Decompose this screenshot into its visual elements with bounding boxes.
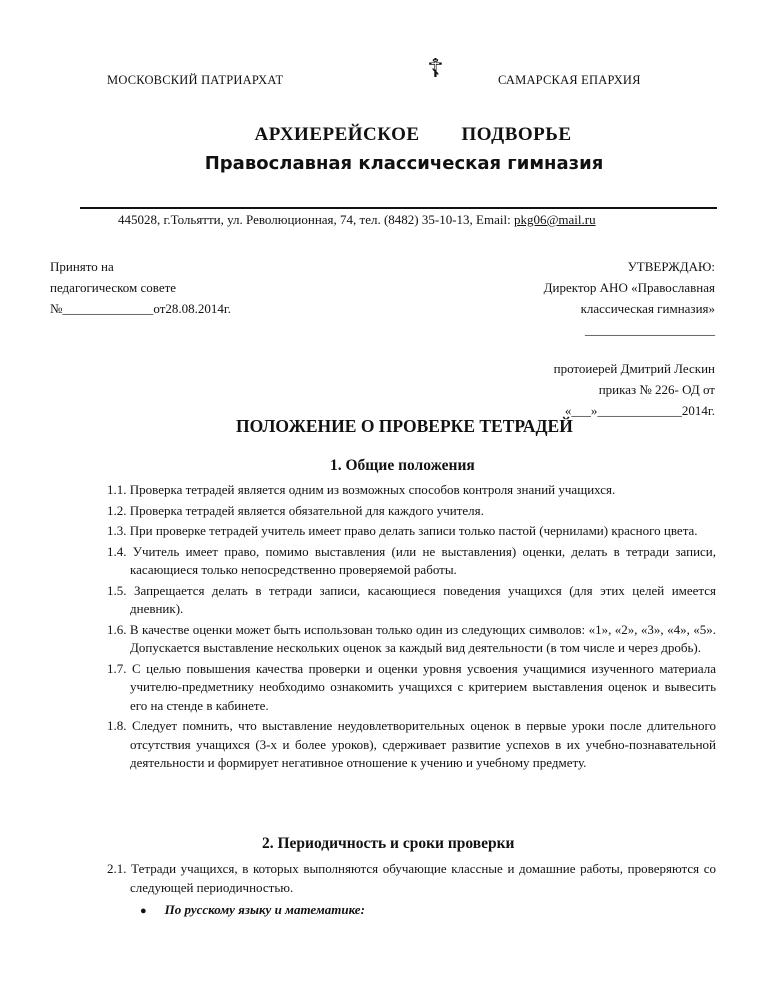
section-1-list (107, 481, 716, 775)
item-text: При проверке тетрадей учитель имеет право делать записи только пастой (чернилами) красного цвета. (129, 523, 698, 538)
approved-signature-line: ____________________ (585, 322, 715, 337)
bullet-item (140, 901, 365, 919)
accepted-line-2: педагогическом совете (50, 280, 177, 295)
item-text: Учитель имеет право, помимо выставления (или не выставления) оценки, делать в тетради записи, касающиеся только непосредственно проверяемой работы. (130, 543, 716, 577)
item-text: Следует помнить, что выставление неудовлетворительных оценок в первые уроки после длительного отсутствия учащихся (3-х и более уроков), сдерживает развитие успехов в их учебно-познавательной деятельности и формирует негативное отношение к учению и учебному предмету. (130, 718, 717, 770)
list-item (107, 481, 716, 500)
email-link[interactable]: pkg06@mail.ru (513, 212, 596, 227)
bullet-text: По русскому языку и математике: (164, 902, 365, 917)
section-2-list (107, 860, 716, 897)
list-item (107, 621, 716, 658)
list-item (107, 502, 716, 521)
address-text: 445028, г.Тольятти, ул. Революционная, 74, тел. (8482) 35-10-13, Email: (118, 212, 514, 227)
approved-line-5: протоиерей Дмитрий Лескин (553, 361, 715, 376)
accepted-block (50, 256, 231, 319)
item-text: Проверка тетрадей является обязательной для каждого учителя. (129, 502, 484, 518)
item-text: С целью повышения качества проверки и оценки уровня усвоения учащимися изученного материала учителю-предметнику необходимо ознакомить учащихся с критерием выставления оценок и вывесить его на стенде в кабинете. (130, 660, 717, 713)
list-item (107, 522, 716, 541)
accepted-line-3: №______________от28.08.2014г. (50, 301, 232, 316)
item-text: Запрещается делать в тетради записи, касающиеся поведения учащихся (для этих целей имеется дневник). (130, 582, 717, 616)
list-item (107, 660, 716, 716)
approved-line-3: классическая гимназия» (580, 301, 715, 316)
approved-line-7: «___»_____________2014г. (564, 403, 715, 418)
item-number: 1.2. (107, 502, 127, 518)
item-number: 1.8. (107, 718, 127, 733)
header-divider (80, 207, 717, 209)
item-number: 1.3. (107, 523, 127, 538)
approved-line-6: приказ № 226- ОД от (598, 382, 715, 397)
header-right: САМАРСКАЯ ЕПАРХИЯ (498, 73, 641, 87)
item-number: 1.1. (107, 482, 127, 497)
header-address (118, 212, 596, 228)
orthodox-cross-icon: ☦ (427, 54, 444, 83)
list-item (107, 717, 716, 773)
header-title-1: АРХИЕРЕЙСКОЕ ПОДВОРЬЕ (254, 124, 572, 145)
accepted-line-1: Принято на (50, 259, 114, 274)
bullet-dot-icon: ● (140, 905, 147, 917)
item-number: 1.7. (107, 660, 127, 676)
approved-block (415, 256, 715, 421)
item-text: В качестве оценки может быть использован только один из следующих символов: «1», «2», «3», «4», «5». Допускается выставление нескольких оценок за каждый вид деятельности (в том числе и через дробь). (129, 621, 717, 655)
header-title-2: Православная классическая гимназия (204, 153, 604, 174)
item-number: 2.1. (107, 861, 127, 876)
list-item (107, 543, 716, 580)
document-title: ПОЛОЖЕНИЕ О ПРОВЕРКЕ ТЕТРАДЕЙ (236, 416, 573, 436)
item-number: 1.4. (107, 543, 127, 559)
list-item (107, 860, 716, 897)
item-text: Проверка тетрадей является одним из возможных способов контроля знаний учащихся. (129, 482, 616, 497)
approved-line-2: Директор АНО «Православная (543, 280, 715, 295)
header-left: МОСКОВСКИЙ ПАТРИАРХАТ (107, 73, 284, 87)
approved-line-1: УТВЕРЖДАЮ: (627, 259, 715, 274)
list-item (107, 582, 716, 619)
section-2-title: 2. Периодичность и сроки проверки (262, 835, 515, 852)
section-1-title: 1. Общие положения (330, 457, 475, 474)
item-number: 1.6. (107, 621, 127, 637)
item-text: Тетради учащихся, в которых выполняются обучающие классные и домашние работы, проверяются со следующей периодичностью. (130, 861, 716, 895)
item-number: 1.5. (107, 582, 127, 598)
